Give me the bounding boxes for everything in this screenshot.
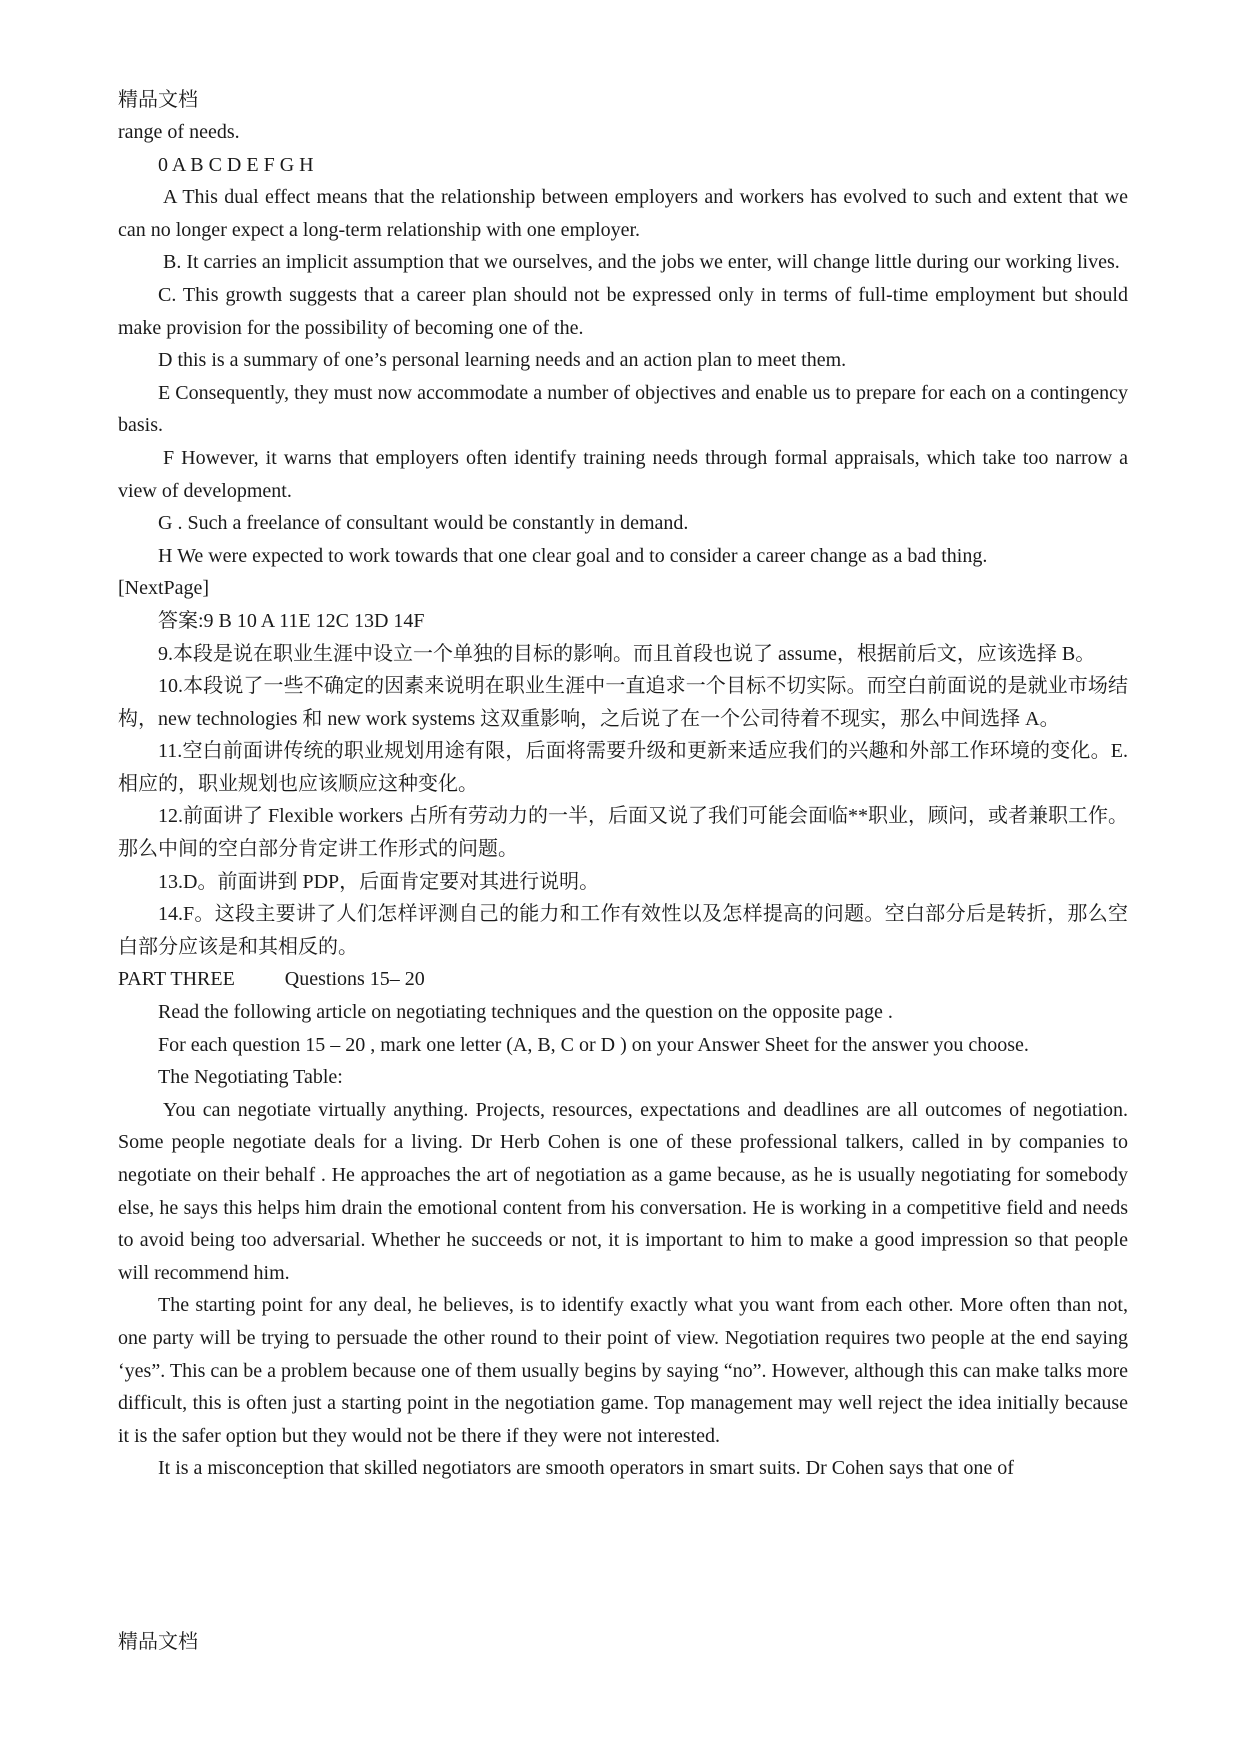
option-g: G . Such a freelance of consultant would be constantly in demand.: [158, 512, 689, 535]
option-f: F However, it warns that employers often identify training needs through formal appraisals, which take too narrow a view of development.: [118, 446, 1128, 502]
article-paragraph-2: The starting point for any deal, he believes, is to identify exactly what you want from each other. More often than not, one party will be trying to persuade the other round to their point of view. Negotiation requires two people at the end saying ‘yes”. This can be a problem because one of them usually begins by saying “no”. However, although this can make talks more difficult, this is often just a starting point in the negotiation game. Top management may well reject the idea initially because it is the safer option but they would not be there if they were not interested.: [118, 1294, 1128, 1447]
option-letters: 0 A B C D E F G H: [158, 153, 314, 176]
page-footer: 精品文档: [118, 1631, 198, 1653]
answer-12: 12.前面讲了 Flexible workers 占所有劳动力的一半，后面又说了我们可能会面临**职业，顾问，或者兼职工作。那么中间的空白部分肯定讲工作形式的问题。: [118, 805, 1128, 861]
answer-13: 13.D。前面讲到 PDP，后面肯定要对其进行说明。: [158, 870, 600, 893]
instructions-1: Read the following article on negotiating techniques and the question on the opposite page .: [158, 1001, 893, 1024]
part-questions: Questions 15– 20: [284, 968, 425, 991]
answer-9: 9.本段是说在职业生涯中设立一个单独的目标的影响。而且首段也说了 assume，根据前后文，应该选择 B。: [158, 642, 1096, 665]
option-c: C. This growth suggests that a career plan should not be expressed only in terms of full-time employment but should make provision for the possibility of becoming one of the.: [118, 283, 1128, 339]
article-paragraph-1: You can negotiate virtually anything. Projects, resources, expectations and deadlines are all outcomes of negotiation. Some people negotiate deals for a living. Dr Herb Cohen is one of these professional talkers, called in by companies to negotiate on their behalf . He approaches the art of negotiation as a game because, as he is usually negotiating for somebody else, he says this helps him drain the emotional content from his conversation. He is working in a competitive field and needs to avoid being too adversarial. Whether he succeeds or not, it is important to him to make a good impression so that people will recommend him.: [118, 1098, 1128, 1284]
part-title: PART THREE: [118, 968, 235, 991]
answer-10: 10.本段说了一些不确定的因素来说明在职业生涯中一直追求一个目标不切实际。而空白前面说的是就业市场结构，new technologies 和 new work systems 这双重影响，之后说了在一个公司待着不现实，那么中间选择 A。: [118, 675, 1128, 730]
article-paragraph-3: It is a misconception that skilled negotiators are smooth operators in smart suits. Dr Cohen says that one of: [158, 1457, 1014, 1480]
text-line: range of needs.: [118, 121, 240, 143]
answer-11: 11.空白前面讲传统的职业规划用途有限，后面将需要升级和更新来适应我们的兴趣和外部工作环境的变化。E.相应的，职业规划也应该顺应这种变化。: [118, 740, 1128, 795]
article-title: The Negotiating Table:: [158, 1066, 343, 1089]
option-a: A This dual effect means that the relationship between employers and workers has evolved to such and extent that we can no longer expect a long-term relationship with one employer.: [118, 186, 1128, 241]
option-e: E Consequently, they must now accommodate a number of objectives and enable us to prepare for each on a contingency basis.: [118, 381, 1128, 437]
option-b: B. It carries an implicit assumption that we ourselves, and the jobs we enter, will change little during our working lives.: [163, 251, 1120, 274]
part-three-heading: [118, 963, 1128, 996]
answer-14: 14.F。这段主要讲了人们怎样评测自己的能力和工作有效性以及怎样提高的问题。空白部分后是转折，那么空白部分应该是和其相反的。: [118, 903, 1128, 958]
next-page-marker: [NextPage]: [118, 577, 210, 600]
answer-key: 答案:9 B 10 A 11E 12C 13D 14F: [158, 609, 425, 632]
option-h: H We were expected to work towards that one clear goal and to consider a career change as a bad thing.: [158, 544, 988, 567]
document-page: [118, 84, 1128, 1485]
page-header: 精品文档: [118, 89, 198, 111]
option-d: D this is a summary of one’s personal learning needs and an action plan to meet them.: [158, 349, 847, 372]
instructions-2: For each question 15 – 20 , mark one letter (A, B, C or D ) on your Answer Sheet for the answer you choose.: [158, 1033, 1029, 1056]
